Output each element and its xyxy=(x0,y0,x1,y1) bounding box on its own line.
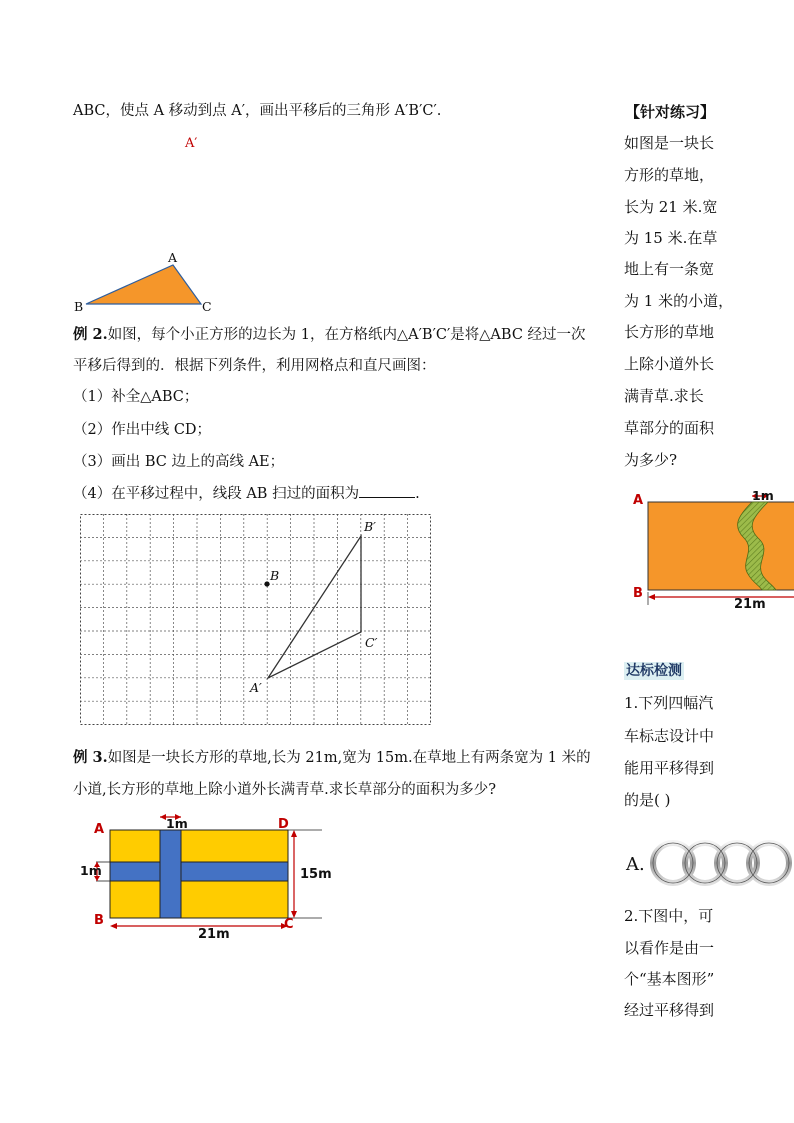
example-2-line-1: 例 2.如图，每个小正方形的边长为 1，在方格纸内△A′B′C′是将△ABC 经过一次 xyxy=(73,326,586,343)
practice-line-7: 长方形的草地 xyxy=(624,323,715,341)
vertex-c-label: C xyxy=(202,299,212,314)
question-2-line-4: 经过平移得到 xyxy=(624,1001,715,1019)
example-2-title: 例 2. xyxy=(73,326,108,343)
point-a-prime-label: A′ xyxy=(250,680,262,695)
practice-line-3: 长为 21 米.宽 xyxy=(624,198,718,216)
example-2-item-3: （3）画出 BC 边上的高线 AE； xyxy=(73,454,285,470)
length-label: 21m xyxy=(734,597,766,612)
height-label: 15m xyxy=(300,867,332,882)
corner-a-label: A xyxy=(94,822,105,837)
path-width-top-label: 1m xyxy=(166,816,188,831)
lawn-cross-figure xyxy=(80,812,340,944)
intro-line: ABC，使点 A 移动到点 A′，画出平移后的三角形 A′B′C′. xyxy=(73,103,442,119)
a-prime-label: A′ xyxy=(185,136,198,151)
point-c-prime-label: C′ xyxy=(365,635,378,650)
question-2-line-2: 以看作是由一 xyxy=(624,939,715,957)
triangle-figure xyxy=(70,128,230,318)
question-2-line-3: 个“基本图形” xyxy=(624,970,715,988)
horizontal-path xyxy=(110,862,288,881)
practice-line-10: 草部分的面积 xyxy=(624,419,715,437)
practice-line-1: 如图是一块长 xyxy=(624,134,715,152)
triangle-abc xyxy=(86,265,201,304)
question-1-line-4: 的是( ) xyxy=(624,791,671,809)
corner-b-label: B xyxy=(94,913,104,928)
practice-line-5: 地上有一条宽 xyxy=(624,260,715,278)
path-width-label: 1m xyxy=(752,488,774,503)
example-3-title: 例 3. xyxy=(73,749,108,766)
corner-c-label: C xyxy=(284,917,294,932)
point-b xyxy=(264,581,269,586)
vertex-a-label: A xyxy=(168,250,178,265)
practice-line-4: 为 15 米.在草 xyxy=(624,229,718,247)
section-title: 达标检测 xyxy=(626,663,682,679)
corner-a-label: A xyxy=(633,493,644,508)
practice-line-11: 为多少? xyxy=(624,451,678,469)
point-b-prime-label: B′ xyxy=(364,519,377,534)
practice-heading: 【针对练习】 xyxy=(625,103,716,121)
length-label: 21m xyxy=(198,927,230,942)
triangle-a-b-c-prime xyxy=(268,536,361,678)
question-1-line-2: 车标志设计中 xyxy=(624,727,715,745)
four-rings-logo xyxy=(648,838,794,888)
practice-line-6: 为 1 米的小道， xyxy=(624,292,734,310)
example-2-line-2: 平移后得到的．根据下列条件，利用网格点和直尺画图： xyxy=(73,358,436,374)
example-2-item-1: （1）补全△ABC； xyxy=(73,389,199,405)
question-1-line-1: 1.下列四幅汽 xyxy=(624,694,714,712)
answer-blank xyxy=(359,485,415,498)
point-b-label: B xyxy=(270,568,280,583)
option-a-label: A. xyxy=(626,854,645,875)
path-width-left-label: 1m xyxy=(80,863,102,878)
question-2-line-1: 2.下图中，可 xyxy=(624,907,714,925)
question-1-line-3: 能用平移得到 xyxy=(624,759,715,777)
example-2-item-4: （4）在平移过程中，线段 AB 扫过的面积为 . xyxy=(73,486,420,502)
example-3-line-1: 例 3.如图是一块长方形的草地,长为 21m,宽为 15m.在草地上有两条宽为 1 米的 xyxy=(73,749,591,766)
corner-d-label: D xyxy=(278,817,289,832)
grid-figure xyxy=(80,514,432,726)
corner-b-label: B xyxy=(633,586,643,601)
lawn-winding-path-figure xyxy=(628,480,794,615)
vertical-path xyxy=(160,830,181,918)
practice-line-8: 上除小道外长 xyxy=(624,355,715,373)
practice-line-9: 满青草.求长 xyxy=(624,387,704,405)
example-3-line-2: 小道,长方形的草地上除小道外长满青草.求长草部分的面积为多少? xyxy=(73,782,496,798)
practice-line-2: 方形的草地， xyxy=(624,166,715,184)
example-2-item-2: （2）作出中线 CD； xyxy=(73,422,212,438)
vertex-b-label: B xyxy=(74,299,84,314)
